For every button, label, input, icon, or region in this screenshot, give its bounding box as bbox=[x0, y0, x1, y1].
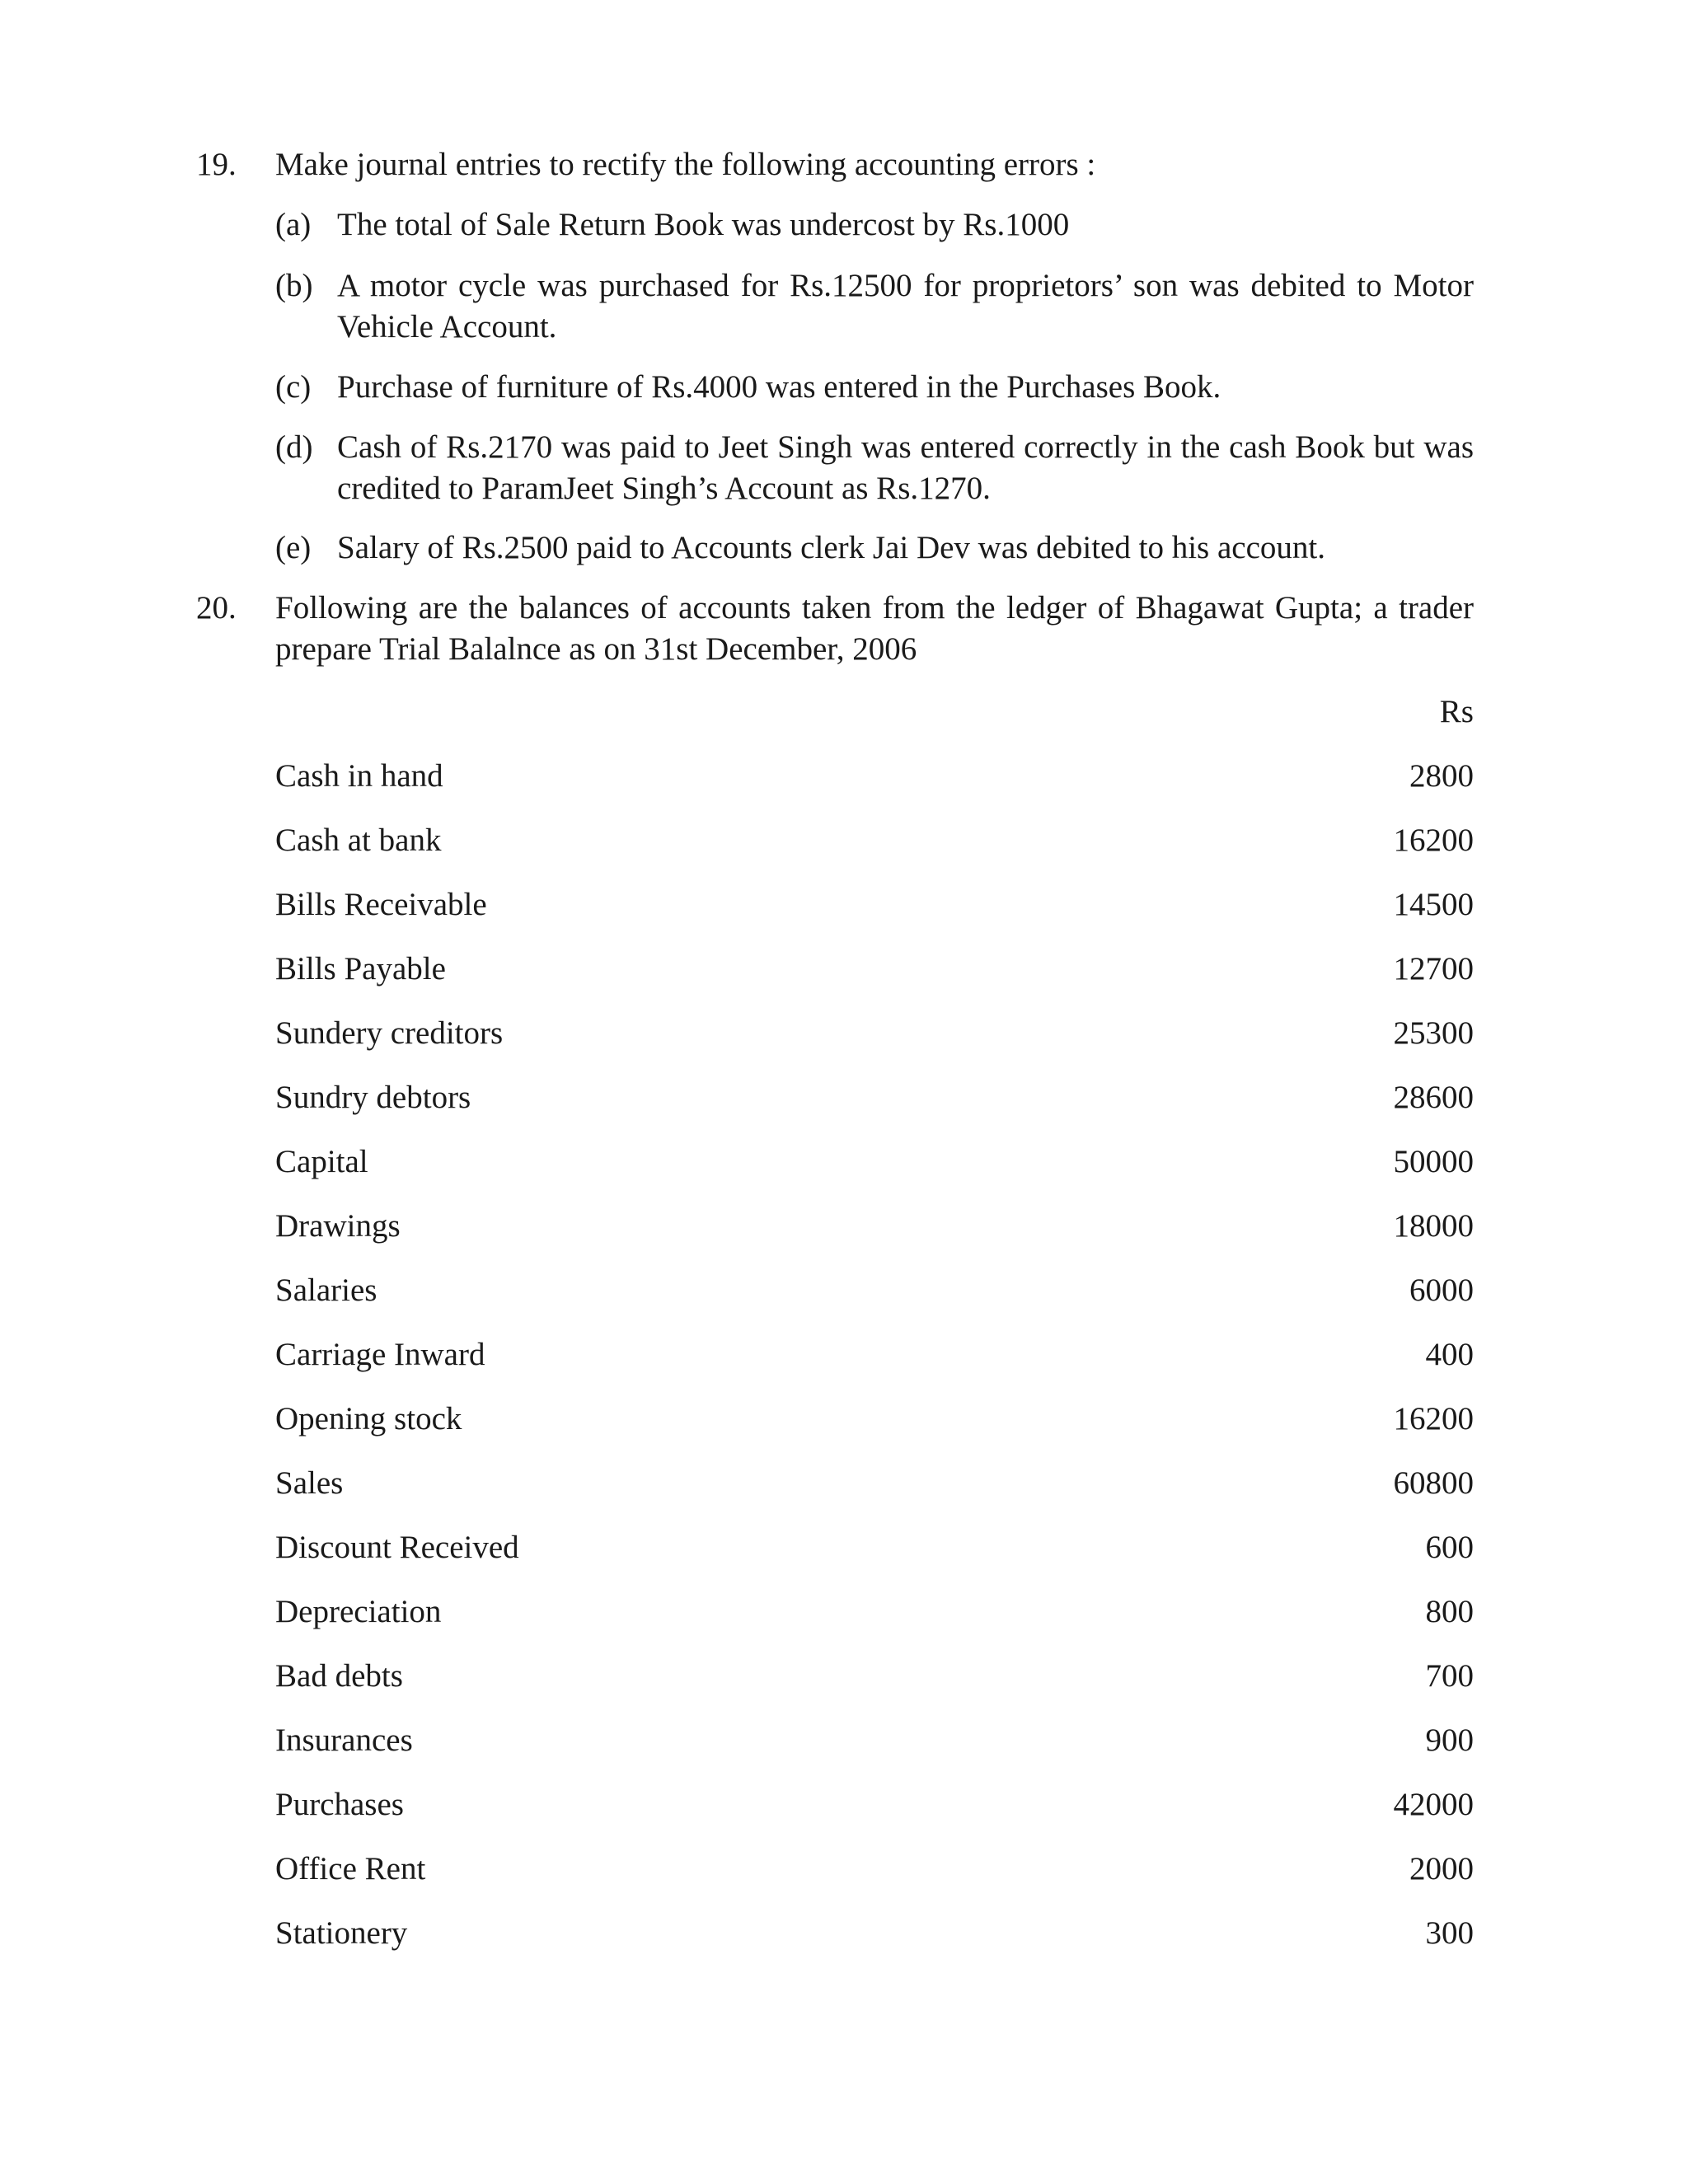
account-name: Bills Payable bbox=[275, 951, 446, 987]
account-amount: 800 bbox=[1425, 1594, 1474, 1629]
balance-row bbox=[275, 1399, 1474, 1440]
balance-row bbox=[275, 1591, 1474, 1633]
question-19 bbox=[196, 144, 1474, 185]
account-name: Capital bbox=[275, 1144, 368, 1179]
account-amount: 16200 bbox=[1393, 1401, 1474, 1436]
sub-item-text: The total of Sale Return Book was undercost by Rs.1000 bbox=[337, 207, 1070, 242]
account-name: Bills Receivable bbox=[275, 887, 487, 922]
question-text: Following are the balances of accounts taken from the ledger of Bhagawat Gupta; a trader prepare Trial Balalnce as on 31st December, 2006 bbox=[275, 590, 1474, 667]
sub-item-b bbox=[275, 265, 1474, 348]
account-amount: 300 bbox=[1425, 1915, 1474, 1951]
account-amount: 900 bbox=[1425, 1722, 1474, 1758]
account-name: Drawings bbox=[275, 1208, 401, 1244]
balance-row bbox=[275, 1013, 1474, 1054]
account-name: Sales bbox=[275, 1465, 344, 1501]
sub-item-a bbox=[275, 204, 1474, 246]
sub-item-text: Cash of Rs.2170 was paid to Jeet Singh was entered correctly in the cash Book but was credited to ParamJeet Singh’s Account as Rs.1270. bbox=[337, 429, 1474, 506]
account-amount: 700 bbox=[1425, 1658, 1474, 1694]
account-amount: 14500 bbox=[1393, 887, 1474, 922]
account-amount: 12700 bbox=[1393, 951, 1474, 987]
question-number: 20. bbox=[196, 590, 237, 626]
sub-item-label: (c) bbox=[275, 369, 312, 405]
sub-item-e bbox=[275, 527, 1474, 569]
balance-row bbox=[275, 1206, 1474, 1247]
sub-item-label: (b) bbox=[275, 268, 313, 303]
balance-row bbox=[275, 820, 1474, 861]
sub-item-text: Salary of Rs.2500 paid to Accounts clerk Jai Dev was debited to his account. bbox=[337, 530, 1325, 565]
balance-row bbox=[275, 756, 1474, 797]
balance-row bbox=[275, 1527, 1474, 1568]
currency-header-row bbox=[275, 691, 1474, 733]
account-amount: 60800 bbox=[1393, 1465, 1474, 1501]
question-number: 19. bbox=[196, 147, 237, 182]
account-name: Discount Received bbox=[275, 1530, 519, 1565]
balance-row bbox=[275, 949, 1474, 990]
account-name: Purchases bbox=[275, 1787, 404, 1822]
account-amount: 600 bbox=[1425, 1530, 1474, 1565]
question-text: Make journal entries to rectify the following accounting errors : bbox=[275, 147, 1096, 182]
balance-row bbox=[275, 884, 1474, 926]
sub-item-c bbox=[275, 367, 1474, 408]
balance-row bbox=[275, 1720, 1474, 1761]
account-amount: 28600 bbox=[1393, 1080, 1474, 1115]
account-amount: 2800 bbox=[1409, 758, 1474, 794]
account-name: Office Rent bbox=[275, 1851, 426, 1886]
account-amount: 400 bbox=[1425, 1337, 1474, 1372]
balance-row bbox=[275, 1913, 1474, 1954]
account-amount: 16200 bbox=[1393, 823, 1474, 858]
sub-item-text: Purchase of furniture of Rs.4000 was entered in the Purchases Book. bbox=[337, 369, 1221, 405]
question-20 bbox=[196, 588, 1474, 670]
account-name: Bad debts bbox=[275, 1658, 403, 1694]
account-name: Salaries bbox=[275, 1272, 377, 1308]
sub-item-label: (a) bbox=[275, 207, 312, 242]
account-name: Cash in hand bbox=[275, 758, 443, 794]
account-name: Cash at bank bbox=[275, 823, 442, 858]
sub-item-label: (d) bbox=[275, 429, 313, 465]
account-amount: 2000 bbox=[1409, 1851, 1474, 1886]
account-amount: 18000 bbox=[1393, 1208, 1474, 1244]
account-name: Insurances bbox=[275, 1722, 413, 1758]
account-name: Sundry debtors bbox=[275, 1080, 471, 1115]
account-amount: 42000 bbox=[1393, 1787, 1474, 1822]
sub-item-label: (e) bbox=[275, 530, 312, 565]
currency-header: Rs bbox=[1439, 694, 1474, 729]
balance-row bbox=[275, 1141, 1474, 1183]
balance-row bbox=[275, 1270, 1474, 1311]
account-name: Carriage Inward bbox=[275, 1337, 485, 1372]
sub-item-text: A motor cycle was purchased for Rs.12500 for proprietors’ son was debited to Motor Vehicle Account. bbox=[337, 268, 1474, 344]
sub-item-d bbox=[275, 427, 1474, 509]
balance-row bbox=[275, 1334, 1474, 1376]
account-name: Opening stock bbox=[275, 1401, 462, 1436]
balance-row bbox=[275, 1656, 1474, 1697]
account-amount: 50000 bbox=[1393, 1144, 1474, 1179]
balance-row bbox=[275, 1463, 1474, 1504]
account-name: Depreciation bbox=[275, 1594, 442, 1629]
balance-row bbox=[275, 1784, 1474, 1825]
account-name: Sundery creditors bbox=[275, 1015, 504, 1051]
balance-row bbox=[275, 1077, 1474, 1118]
account-amount: 25300 bbox=[1393, 1015, 1474, 1051]
balance-row bbox=[275, 1849, 1474, 1890]
account-amount: 6000 bbox=[1409, 1272, 1474, 1308]
account-name: Stationery bbox=[275, 1915, 408, 1951]
